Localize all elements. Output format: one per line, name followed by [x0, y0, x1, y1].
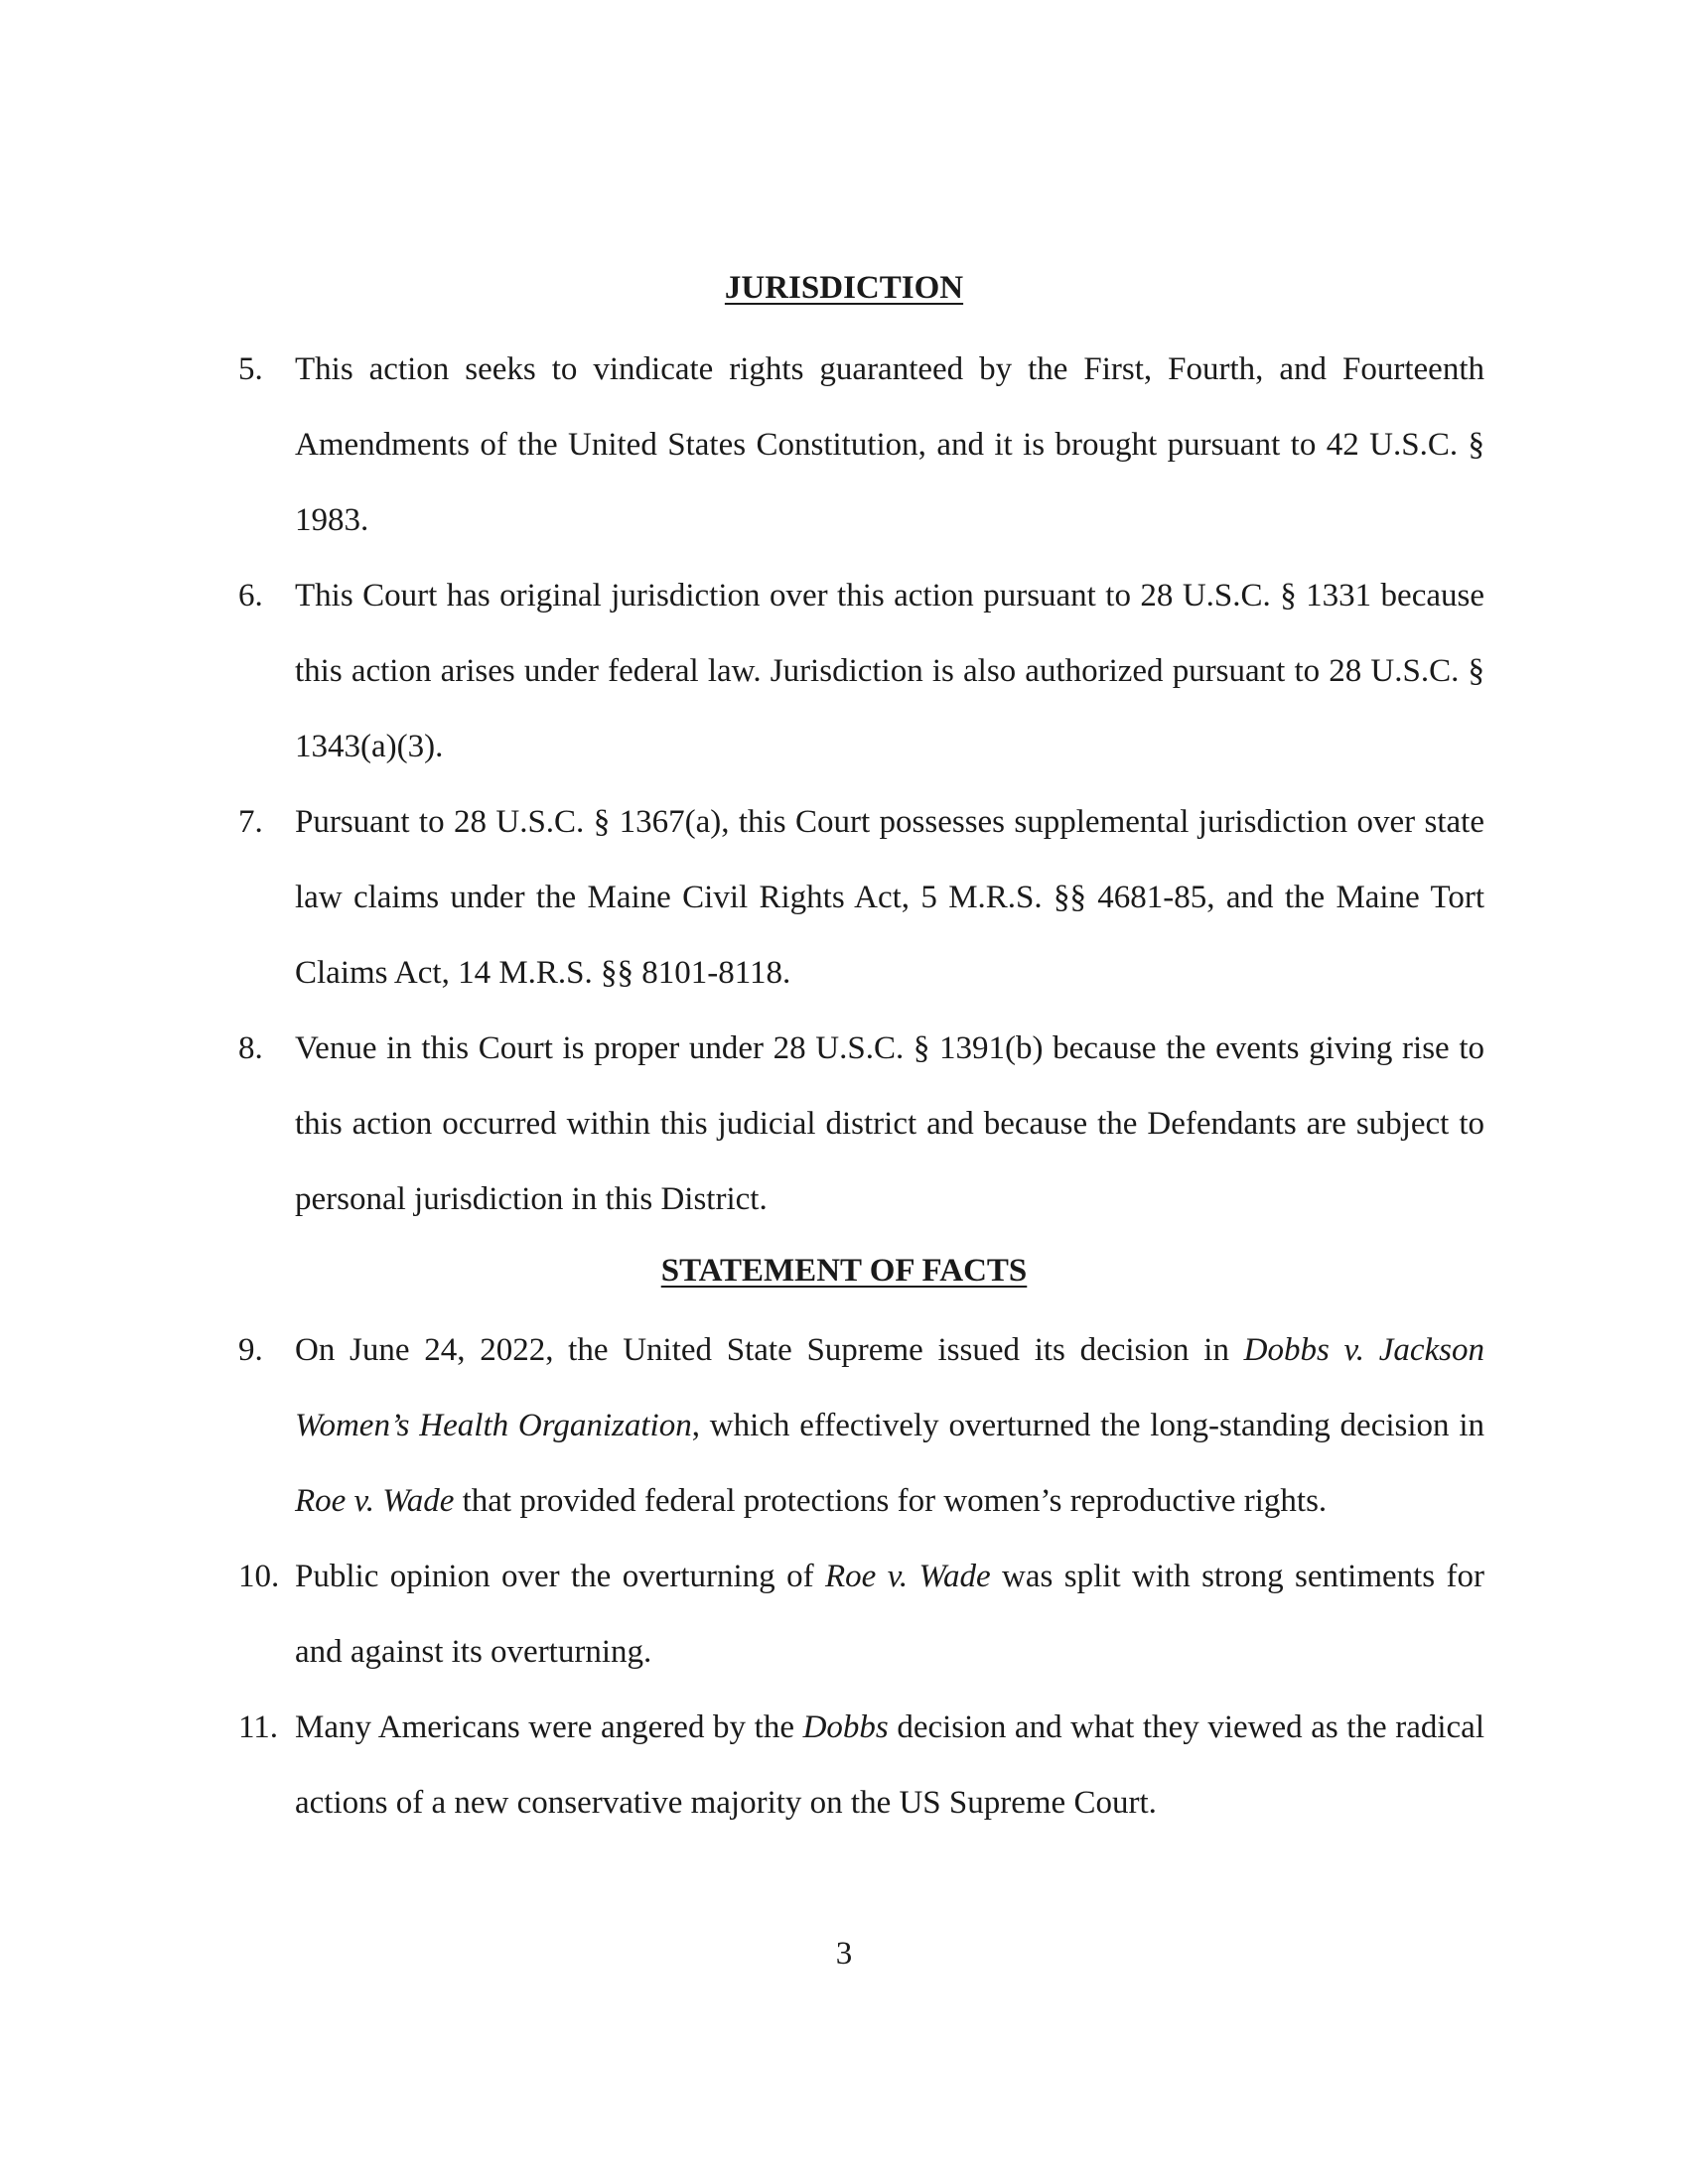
case-name: Women’s Health Organization	[295, 1408, 692, 1443]
paragraph-8	[238, 1011, 1484, 1237]
paragraph-line: this action occurred within this judicial district and because the Defendants are subject to	[295, 1106, 1484, 1142]
jurisdiction-heading: JURISDICTION	[724, 270, 964, 306]
paragraph-line: personal jurisdiction in this District.	[295, 1181, 768, 1217]
paragraph-number: 11.	[238, 1709, 279, 1745]
paragraph-line	[295, 1463, 1484, 1539]
text-run: Public opinion over the overturning of	[295, 1559, 825, 1594]
paragraph-line	[295, 1690, 1484, 1765]
text-run: On June 24, 2022, the United State Supreme issued its decision in	[295, 1332, 1244, 1368]
paragraph-11	[238, 1690, 1484, 1841]
paragraph-line: Venue in this Court is proper under 28 U.S.C. § 1391(b) because the events giving rise to	[295, 1030, 1484, 1066]
paragraph-line	[295, 1539, 1484, 1614]
statement-of-facts-heading: STATEMENT OF FACTS	[660, 1253, 1028, 1289]
paragraph-5	[238, 332, 1484, 558]
page-number: 3	[835, 1936, 853, 1972]
paragraph-line: law claims under the Maine Civil Rights Act, 5 M.R.S. §§ 4681-85, and the Maine Tort	[295, 880, 1484, 915]
paragraph-number: 8.	[238, 1030, 263, 1066]
paragraph-6	[238, 558, 1484, 784]
case-name: Dobbs	[802, 1709, 889, 1745]
paragraph-line: Pursuant to 28 U.S.C. § 1367(a), this Court possesses supplemental jurisdiction over state	[295, 804, 1484, 840]
paragraph-line: 1983.	[295, 502, 369, 538]
text-run: , which effectively overturned the long-standing decision in	[691, 1408, 1484, 1443]
paragraph-line: Claims Act, 14 M.R.S. §§ 8101-8118.	[295, 955, 791, 991]
paragraph-line: Amendments of the United States Constitution, and it is brought pursuant to 42 U.S.C. §	[295, 427, 1484, 463]
paragraph-line	[295, 1388, 1484, 1463]
paragraph-line: this action arises under federal law. Jurisdiction is also authorized pursuant to 28 U.S.C. §	[295, 653, 1484, 689]
paragraph-number: 5.	[238, 351, 263, 387]
paragraph-number: 9.	[238, 1332, 263, 1368]
text-run: that provided federal protections for women’s reproductive rights.	[454, 1483, 1328, 1519]
paragraph-number: 10.	[238, 1559, 280, 1594]
paragraph-line: 1343(a)(3).	[295, 729, 444, 764]
paragraph-number: 7.	[238, 804, 263, 840]
text-run: was split with strong sentiments for	[990, 1559, 1485, 1594]
paragraph-line: and against its overturning.	[295, 1634, 652, 1670]
paragraph-line: This Court has original jurisdiction over this action pursuant to 28 U.S.C. § 1331 because	[295, 578, 1484, 614]
paragraph-7	[238, 784, 1484, 1011]
paragraph-9	[238, 1312, 1484, 1539]
paragraph-line	[295, 1312, 1484, 1388]
paragraph-line: This action seeks to vindicate rights guaranteed by the First, Fourth, and Fourteenth	[295, 351, 1484, 387]
paragraph-10	[238, 1539, 1484, 1690]
text-run: Many Americans were angered by the	[295, 1709, 803, 1745]
text-run: decision and what they viewed as the radical	[888, 1709, 1484, 1745]
case-name: Roe v. Wade	[295, 1483, 455, 1519]
paragraph-number: 6.	[238, 578, 263, 614]
paragraph-line: actions of a new conservative majority on the US Supreme Court.	[295, 1785, 1157, 1821]
case-name: Roe v. Wade	[824, 1559, 991, 1594]
case-name: Dobbs v. Jackson	[1243, 1332, 1485, 1368]
